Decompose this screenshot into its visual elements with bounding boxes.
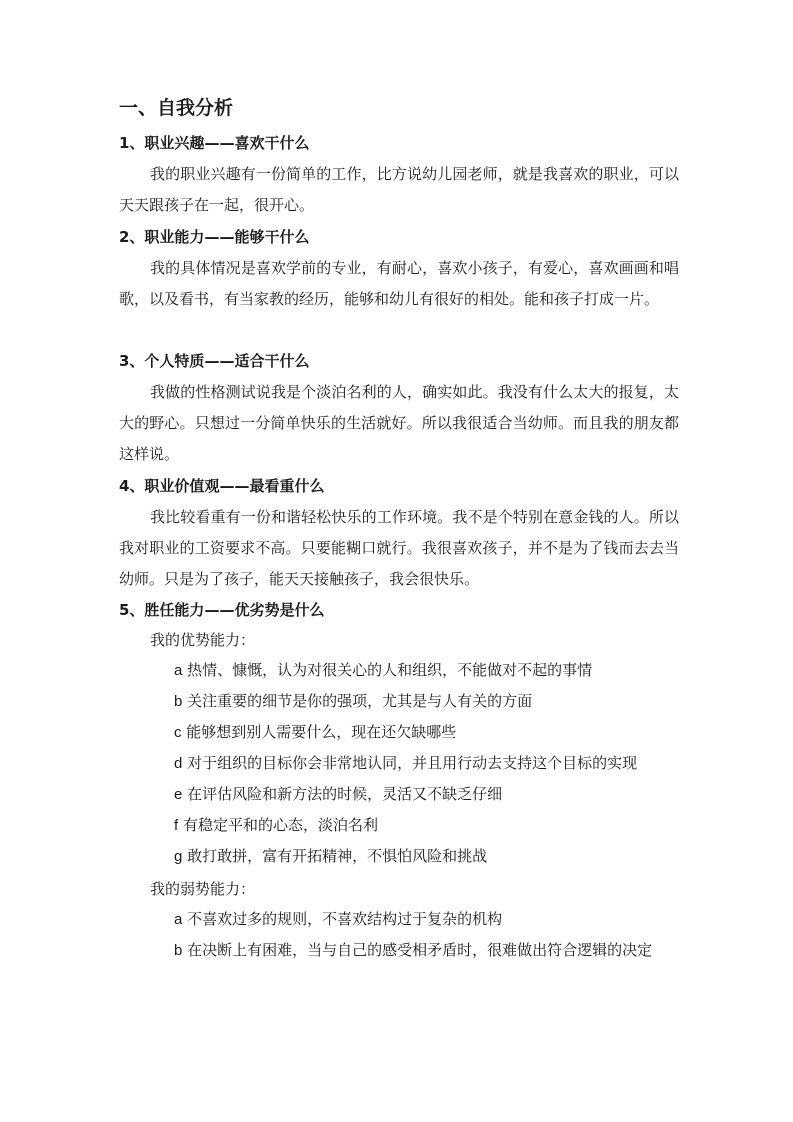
- strength-marker: g: [174, 848, 183, 865]
- section-heading-ability: 2、职业能力——能够干什么: [119, 228, 310, 246]
- strength-marker: c: [174, 724, 182, 741]
- section-heading-traits: 3、个人特质——适合干什么: [119, 352, 310, 370]
- weakness-item: [174, 904, 674, 935]
- strength-text: 热情、慷慨，认为对很关心的人和组织，不能做对不起的事情: [187, 661, 593, 679]
- strength-item: [174, 810, 674, 841]
- strength-text: 在评估风险和新方法的时候，灵活又不缺乏仔细: [187, 785, 503, 803]
- strength-marker: a: [174, 662, 183, 679]
- section-paragraph-ability: 我的具体情况是喜欢学前的专业，有耐心，喜欢小孩子，有爱心，喜欢画画和唱歌，以及看书，有当家教的经历，能够和幼儿有很好的相处。能和孩子打成一片。: [119, 259, 679, 308]
- section-heading-values: 4、职业价值观——最看重什么: [119, 477, 325, 495]
- weaknesses-label: 我的弱势能力：: [150, 880, 256, 898]
- strength-text: 敢打敢拼，富有开拓精神，不惧怕风险和挑战: [187, 847, 488, 865]
- section-heading-competence: 5、胜任能力——优劣势是什么: [119, 601, 325, 619]
- weakness-marker: a: [174, 911, 183, 928]
- strength-item: [174, 717, 674, 748]
- weakness-marker: b: [174, 942, 183, 959]
- strength-marker: d: [174, 755, 183, 772]
- weakness-item: [174, 935, 674, 966]
- strength-text: 关注重要的细节是你的强项，尤其是与人有关的方面: [187, 692, 533, 710]
- section-paragraph-traits: 我做的性格测试说我是个淡泊名利的人，确实如此。我没有什么太大的报复，太大的野心。只想过一分简单快乐的生活就好。所以我很适合当幼师。而且我的朋友都这样说。: [119, 383, 679, 463]
- weakness-text: 不喜欢过多的规则，不喜欢结构过于复杂的机构: [187, 910, 503, 928]
- strength-text: 对于组织的目标你会非常地认同，并且用行动去支持这个目标的实现: [187, 754, 638, 772]
- strength-item: [174, 655, 674, 686]
- strength-text: 有稳定平和的心态，淡泊名利: [182, 816, 378, 834]
- section-paragraph-values: 我比较看重有一份和谐轻松快乐的工作环境。我不是个特别在意金钱的人。所以我对职业的工资要求不高。只要能糊口就行。我很喜欢孩子，并不是为了钱而去去当幼师。只是为了孩子，能天天接触孩子，我会很快乐。: [119, 508, 679, 588]
- strength-item: [174, 748, 674, 779]
- section-heading-interest: 1、职业兴趣——喜欢干什么: [119, 134, 310, 152]
- page-title: 一、自我分析: [119, 97, 234, 119]
- strength-marker: f: [174, 817, 179, 834]
- strength-text: 能够想到别人需要什么，现在还欠缺哪些: [186, 723, 457, 741]
- strength-marker: b: [174, 693, 183, 710]
- strength-item: [174, 841, 674, 872]
- strength-item: [174, 686, 674, 717]
- strength-marker: e: [174, 786, 183, 803]
- weakness-text: 在决断上有困难，当与自己的感受相矛盾时，很难做出符合逻辑的决定: [187, 941, 653, 959]
- section-paragraph-interest: 我的职业兴趣有一份简单的工作，比方说幼儿园老师，就是我喜欢的职业，可以天天跟孩子在一起，很开心。: [119, 165, 679, 214]
- strength-item: [174, 779, 674, 810]
- strengths-label: 我的优势能力：: [150, 631, 256, 649]
